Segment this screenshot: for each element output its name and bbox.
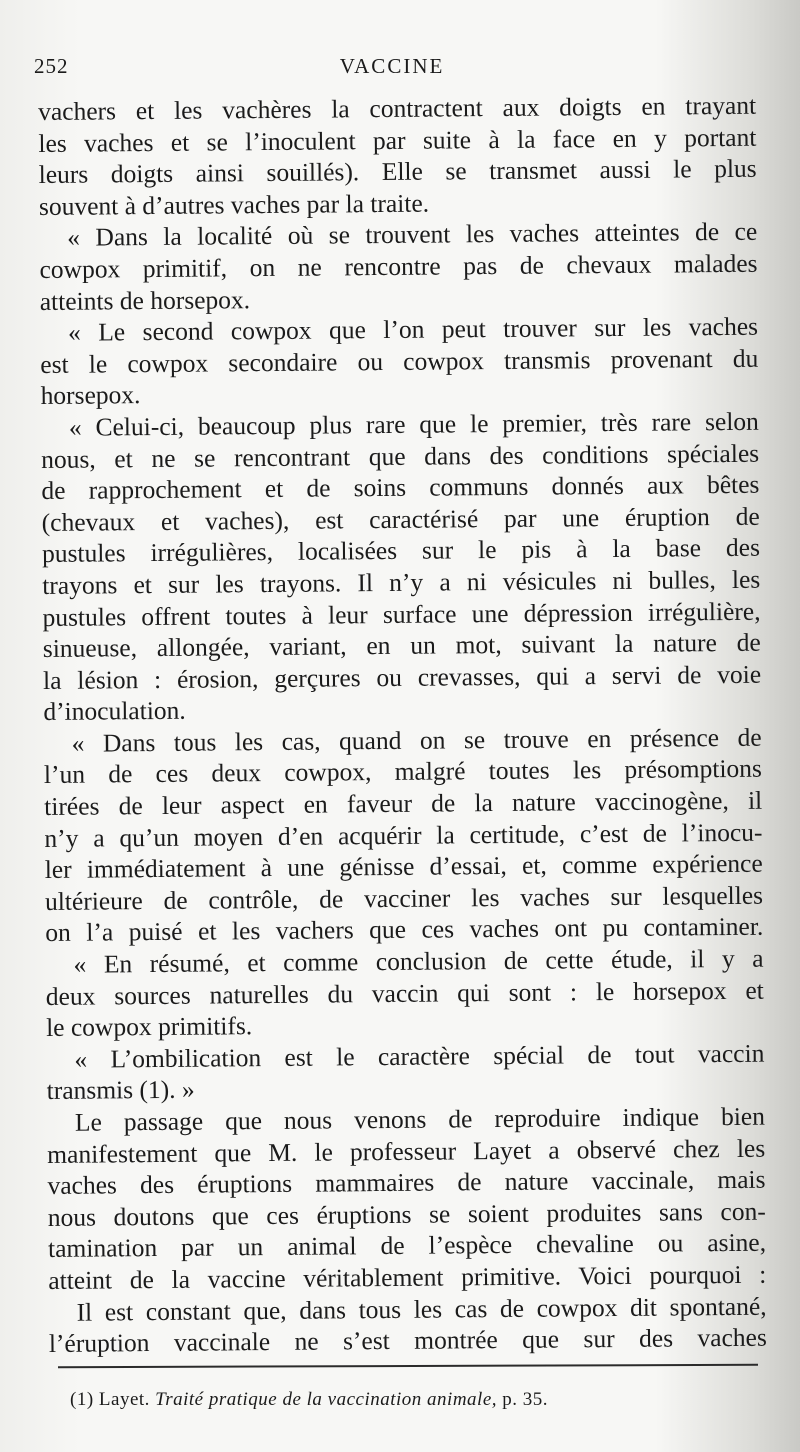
text-line: tamination par un animal de l’espèce chevaline ou asine, xyxy=(47,1228,767,1264)
text-line: « L’ombilication est le caractère spécial de tout vaccin xyxy=(74,1038,765,1074)
text-line: tirées de leur aspect en faveur de la nature vaccinogène, il xyxy=(44,785,763,822)
text-line: vachers et les vachères la contractent aux doigts en trayant xyxy=(38,90,757,126)
text-line: manifestement que M. le professeur Layet a observé chez les xyxy=(47,1133,766,1169)
footnote-author: Layet. xyxy=(98,1389,150,1410)
text-line: atteint de la vaccine véritablement primitive. Voici pourquoi : xyxy=(48,1259,767,1295)
text-line: souvent à d’autres vaches par la traite. xyxy=(38,188,430,221)
text-line: « Dans la localité où se trouvent les vaches atteintes de ce xyxy=(67,217,758,253)
text-line: deux sources naturelles du vaccin qui sont : le horsepox et xyxy=(45,975,764,1011)
text-line: sinueuse, allongée, variant, en un mot, suivant la nature de xyxy=(42,627,761,664)
text-line: « Le second cowpox que l’on peut trouver sur les vaches xyxy=(67,311,759,347)
footnote-page: p. 35. xyxy=(502,1389,549,1410)
running-title: VACCINE xyxy=(339,54,445,78)
text-line: l’un de ces deux cowpox, malgré toutes les présomptions xyxy=(43,754,763,790)
text-line: « En résumé, et comme conclusion de cette étude, il y a xyxy=(73,943,764,979)
text-line: Le passage que nous venons de reproduire indique bien xyxy=(74,1101,766,1137)
text-line: on l’a puisé et les vachers que ces vaches ont pu contaminer. xyxy=(45,912,764,948)
footnote-title: Traité pratique de la vaccination animale, xyxy=(155,1389,498,1410)
text-line: ler immédiatement à une génisse d’essai, et, comme expérience xyxy=(44,848,763,885)
footnote-rule xyxy=(58,1364,758,1368)
text-line: (chevaux et vaches), est caractérisé par une éruption de xyxy=(41,501,760,537)
footnote-marker: (1) xyxy=(70,1389,94,1410)
text-line: leurs doigts ainsi souillés). Elle se transmet aussi le plus xyxy=(38,153,757,190)
text-line: d’inoculation. xyxy=(43,696,186,727)
text-line: ultérieure de contrôle, de vacciner les vaches sur lesquelles xyxy=(44,880,764,916)
text-line: nous, et ne se rencontrant que dans des conditions spéciales xyxy=(41,438,760,474)
page-header xyxy=(34,54,750,84)
text-line: « Dans tous les cas, quand on se trouve en présence de xyxy=(71,722,762,758)
text-line: horsepox. xyxy=(40,380,141,411)
text-line: transmis (1). » xyxy=(46,1075,195,1106)
footnote xyxy=(70,1389,548,1411)
text-line: vaches des éruptions mammaires de nature vaccinale, mais xyxy=(47,1164,766,1201)
text-line: atteints de horsepox. xyxy=(39,284,251,316)
text-line: « Celui-ci, beaucoup plus rare que le premier, très rare selon xyxy=(68,406,759,442)
page-number: 252 xyxy=(34,54,69,78)
text-line: trayons et sur les trayons. Il n’y a ni vésicules ni bulles, les xyxy=(42,564,761,600)
text-line: Il est constant que, dans tous les cas de cowpox dit spontané, xyxy=(76,1291,767,1327)
text-line: est le cowpox secondaire ou cowpox transmis provenant du xyxy=(40,343,759,379)
text-line: pustules irrégulières, localisées sur le pis à la base des xyxy=(41,533,761,569)
text-line: cowpox primitif, on ne rencontre pas de chevaux malades xyxy=(39,248,758,284)
text-line: les vaches et se l’inoculent par suite à la face en y portant xyxy=(38,122,757,158)
body-text xyxy=(38,90,767,1360)
text-line: l’éruption vaccinale ne s’est montrée que sur des vaches xyxy=(48,1322,767,1359)
text-line: pustules offrent toutes à leur surface une dépression irrégulière, xyxy=(42,596,761,632)
text-line: de rapprochement et de soins communs donnés aux bêtes xyxy=(41,469,760,506)
text-line: nous doutons que ces éruptions se soient produites sans con- xyxy=(47,1196,766,1232)
text-line: n’y a qu’un moyen d’en acquérir la certitude, c’est de l’inocu- xyxy=(44,817,763,853)
text-line: le cowpox primitifs. xyxy=(46,1011,253,1043)
text-line: la lésion : érosion, gerçures ou crevasses, qui a servi de voie xyxy=(42,659,762,695)
